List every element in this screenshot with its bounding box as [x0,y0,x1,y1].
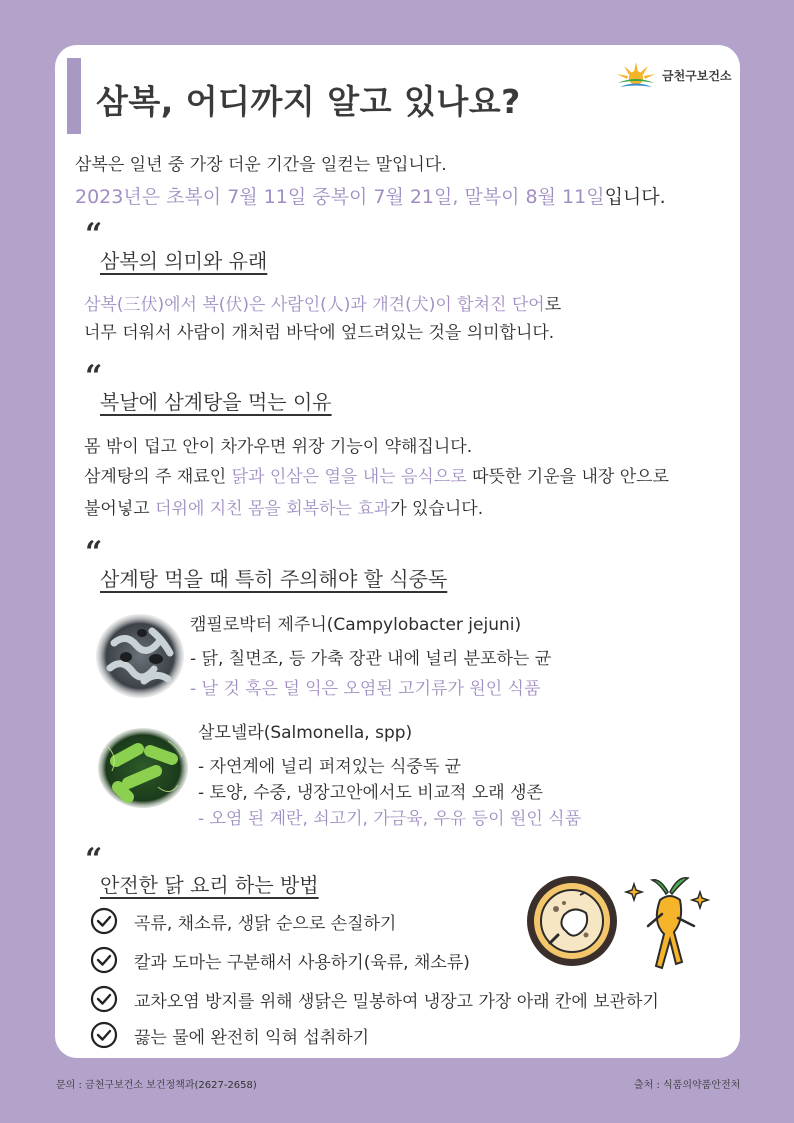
section2-line-2 [84,462,669,487]
logo-text: 금천구보건소 [662,68,732,83]
section-heading: 안전한 닭 요리 하는 방법 [100,873,319,897]
sun-logo-icon [614,58,658,92]
bacteria-detail: - 토양, 수중, 냉장고안에서도 비교적 오래 생존 [198,783,543,803]
section-heading: 삼복의 의미와 유래 [100,249,268,273]
section1-line-2: 너무 더워서 사람이 개처럼 바닥에 엎드려있는 것을 의미합니다. [84,323,555,343]
checklist-item [90,946,470,974]
section-heading: 삼계탕 먹을 때 특히 주의해야 할 식중독 [100,567,448,591]
title-accent-bar [67,58,81,134]
quote-mark: “ [85,535,103,570]
check-circle-icon [90,946,118,974]
bacteria-detail: - 날 것 혹은 덜 익은 오염된 고기류가 원인 식품 [190,679,541,699]
ginseng-icon [624,870,714,974]
text-segment: 따뜻한 기운을 내장 안으로 [466,467,669,487]
check-circle-icon [90,985,118,1013]
bacteria-detail: - 닭, 칠면조, 등 가축 장관 내에 널리 분포하는 균 [190,649,552,669]
checklist-text: 칼과 도마는 구분해서 사용하기(육류, 채소류) [134,952,470,973]
intro-line-1: 삼복은 일년 중 가장 더운 기간을 일컫는 말입니다. [75,155,447,175]
checklist-text: 끓는 물에 완전히 익혀 섭취하기 [134,1027,370,1048]
section2-line-1: 몸 밖이 덥고 안이 차가우면 위장 기능이 약해집니다. [84,437,473,457]
text-segment: 불어넣고 [84,499,156,519]
checklist-text: 교차오염 방지를 위해 생닭은 밀봉하여 냉장고 가장 아래 칸에 보관하기 [134,991,659,1012]
intro-tail: 입니다. [604,186,666,208]
section2-line-3 [84,494,483,519]
salmonella-image [98,727,188,809]
bacteria-detail: - 자연계에 널리 퍼져있는 식중독 균 [198,757,462,777]
check-circle-icon [90,1021,118,1049]
quote-mark: “ [85,842,103,877]
section1-line-1 [84,290,561,315]
section-heading: 복날에 삼계탕을 먹는 이유 [100,390,332,414]
text-highlight: 더위에 지친 몸을 회복하는 효과 [155,499,391,519]
bacteria-detail: - 오염 된 계란, 쇠고기, 가금육, 우유 등이 원인 식품 [198,809,581,829]
samgyetang-bowl-icon [524,873,620,969]
text-segment: 가 있습니다. [390,499,484,519]
quote-mark: “ [85,359,103,394]
footer-source: 출처 : 식품의약품안전처 [634,1080,741,1091]
etymology-highlight: 삼복(三伏)에서 복(伏)은 사람인(人)과 개견(犬)이 합쳐진 단어 [84,295,545,315]
etymology-tail: 로 [544,295,562,315]
page-title: 삼복, 어디까지 알고 있나요? [96,82,521,121]
checklist-item [90,1021,369,1049]
text-segment: 삼계탕의 주 재료인 [84,467,232,487]
intro-dates: 2023년은 초복이 7월 11일 중복이 7월 21일, 말복이 8월 11일 [75,186,605,208]
checklist-text: 곡류, 채소류, 생닭 순으로 손질하기 [134,913,397,934]
campylobacter-image [96,613,184,699]
bacteria-name: 캠필로박터 제주니(Campylobacter jejuni) [190,615,522,635]
text-highlight: 닭과 인삼은 열을 내는 음식으로 [231,467,467,487]
logo [614,58,732,92]
intro-line-2 [75,182,666,209]
quote-mark: “ [85,217,103,252]
checklist-item [90,985,659,1013]
footer-contact: 문의 : 금천구보건소 보건정책과(2627-2658) [56,1080,257,1091]
check-circle-icon [90,907,118,935]
bacteria-name: 살모넬라(Salmonella, spp) [198,723,413,743]
checklist-item [90,907,396,935]
